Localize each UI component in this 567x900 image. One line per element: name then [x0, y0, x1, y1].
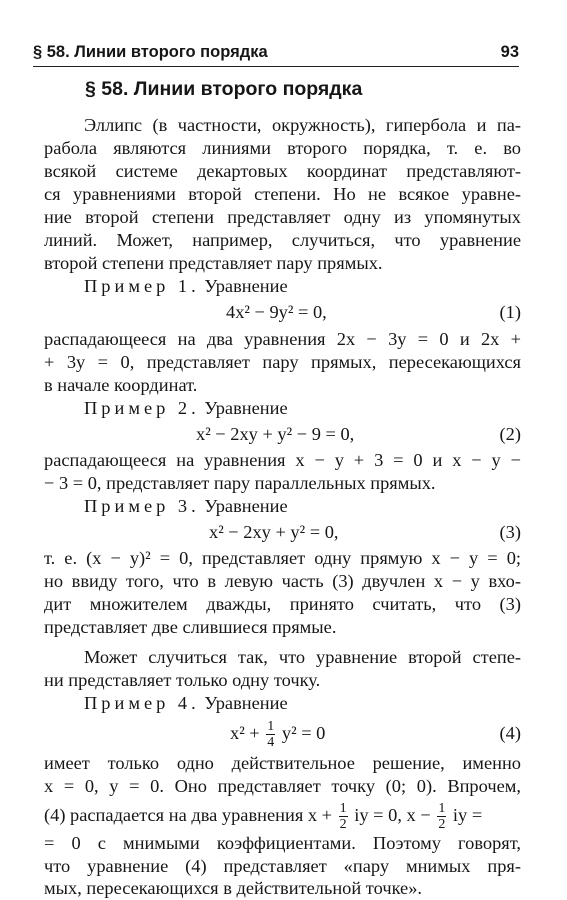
equation-number: (4): [499, 723, 521, 743]
example-label: Пример 1.: [84, 276, 200, 296]
example-heading: [84, 495, 521, 518]
fraction: [266, 719, 275, 750]
equation-number: (1): [499, 302, 521, 322]
example-label: Пример 4.: [84, 693, 200, 713]
equation-formula: 4x² − 9y² = 0,: [226, 302, 327, 322]
equation-formula: x² − 2xy + y² = 0,: [209, 522, 339, 542]
text-line: ние второй степени представляет одну из упомянутых: [44, 207, 521, 227]
text-line: в начале координат.: [44, 375, 198, 395]
example-heading: [84, 275, 521, 298]
equation-number: (2): [499, 424, 521, 444]
example-heading: [84, 397, 521, 420]
text-line: = 0 с мнимыми коэффициентами. Поэтому говорят,: [44, 833, 521, 853]
fraction-numerator: 1: [438, 801, 446, 817]
text-line: рабола являются линиями второго порядка, т. е. во: [44, 138, 521, 158]
section-title: § 58. Линии второго порядка: [85, 78, 363, 100]
split-equation-line: [44, 798, 521, 832]
text-line: Может случиться так, что уравнение второй степе-: [84, 647, 521, 667]
fraction-numerator: 1: [339, 801, 347, 817]
split-text: iy =: [452, 805, 483, 825]
equation-formula: x² − 2xy + y² − 9 = 0,: [196, 424, 355, 444]
text-line: ся уравнениями второй степени. Но не всякое уравне-: [44, 184, 521, 204]
example-label: Пример 3.: [84, 496, 200, 516]
text-line: распадающееся на уравнения x − y + 3 = 0 и x − y −: [44, 450, 521, 470]
text-line: Эллипс (в частности, окружность), гипербола и па-: [84, 115, 521, 135]
fraction: [339, 801, 348, 832]
split-text: (4) распадается на два уравнения x +: [44, 805, 333, 825]
equation-formula: [230, 714, 325, 752]
example-heading: [84, 692, 521, 715]
fraction-denominator: 2: [339, 817, 347, 833]
example-intro: Уравнение: [204, 693, 288, 713]
example-intro: Уравнение: [204, 398, 288, 418]
text-line: второй степени представляет пару прямых.: [44, 253, 383, 273]
example-intro: Уравнение: [204, 496, 288, 516]
equation-4: [44, 714, 521, 752]
equation-left: x² +: [230, 723, 260, 743]
example-intro: Уравнение: [204, 276, 288, 296]
equation-right: y² = 0: [281, 723, 326, 743]
equation-number: (3): [499, 522, 521, 542]
example-label: Пример 2.: [84, 398, 200, 418]
text-line: но ввиду того, что в левую часть (3) двучлен x − y вхо-: [44, 571, 521, 591]
text-line: имеет только одно действительное решение, именно: [44, 753, 521, 773]
text-line: т. е. (x − y)² = 0, представляет одну прямую x − y = 0;: [44, 548, 521, 568]
fraction-denominator: 4: [267, 735, 275, 751]
text-line: − 3 = 0, представляет пару параллельных прямых.: [44, 473, 436, 493]
text-line: + 3y = 0, представляет пару прямых, пересекающихся: [44, 352, 521, 372]
text-line: линий. Может, например, случиться, что уравнение: [44, 230, 521, 250]
text-line: дит множителем дважды, принято считать, что (3): [44, 594, 521, 614]
equation-3: [44, 520, 521, 544]
split-text: iy = 0, x −: [354, 805, 431, 825]
text-line: x = 0, y = 0. Оно представляет точку (0; 0). Впрочем,: [44, 776, 521, 796]
running-header: [33, 40, 519, 67]
text-line: распадающееся на два уравнения 2x − 3y = 0 и 2x +: [44, 329, 521, 349]
text-line: представляет две слившиеся прямые.: [44, 617, 337, 637]
equation-1: [44, 300, 521, 324]
page-number: 93: [500, 43, 519, 61]
text-line: мых, пересекающихся в действительной точке».: [44, 878, 423, 898]
fraction-denominator: 2: [438, 817, 446, 833]
text-line: ни представляет только одну точку.: [44, 670, 321, 690]
fraction-numerator: 1: [267, 719, 275, 735]
running-title: § 58. Линии второго порядка: [33, 43, 268, 61]
equation-2: [44, 422, 521, 446]
text-line: что уравнение (4) представляет «пару мнимых пря-: [44, 856, 521, 876]
fraction: [437, 801, 446, 832]
text-line: всякой системе декартовых координат представляют-: [44, 161, 521, 181]
